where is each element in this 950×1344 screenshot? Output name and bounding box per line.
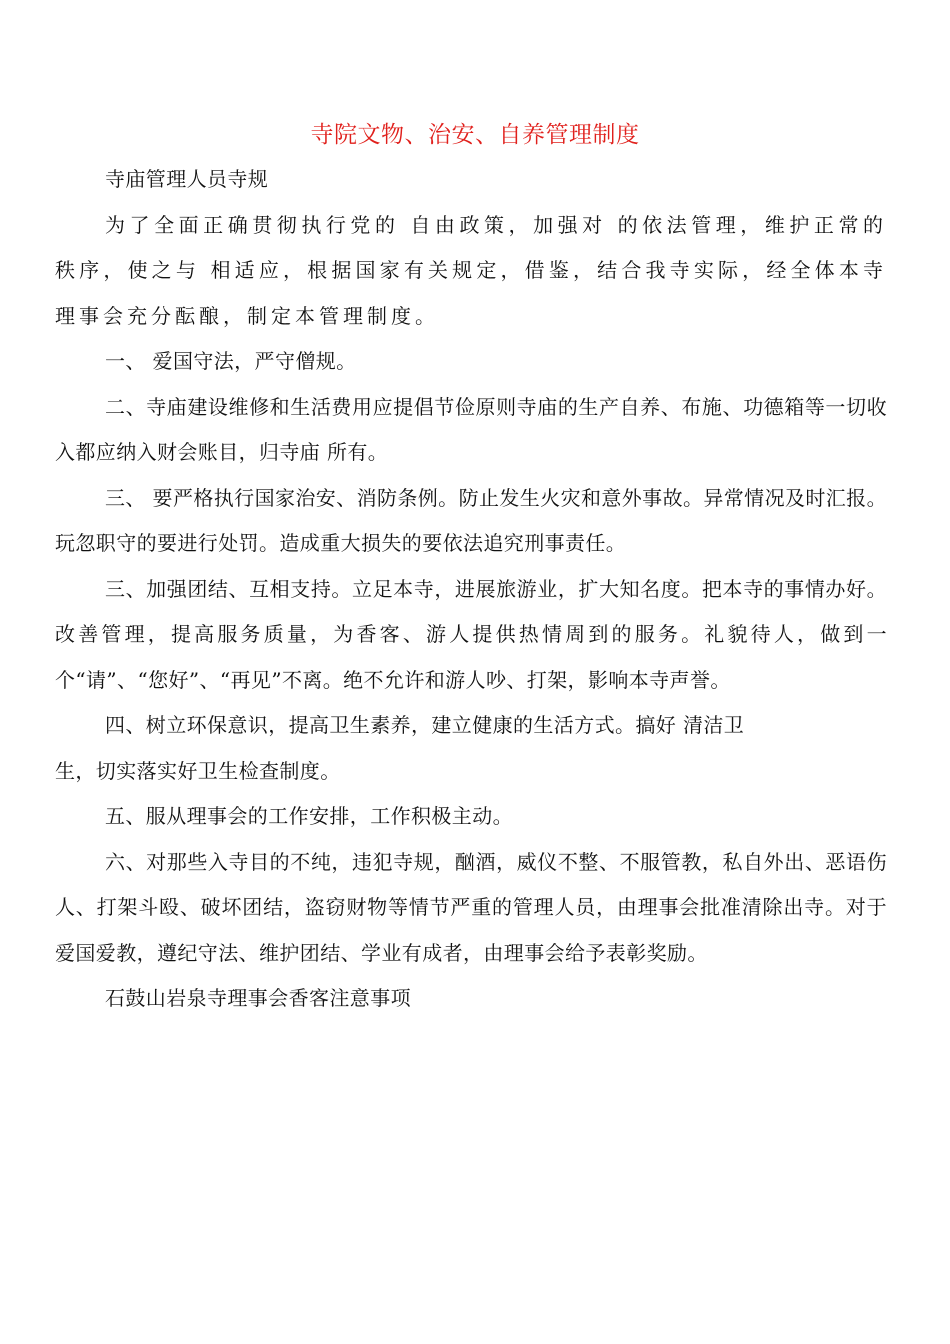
paragraph-visitor-notice-heading: 石鼓山岩泉寺理事会香客注意事项 xyxy=(105,986,411,1010)
paragraph-rule-5: 五、服从理事会的工作安排，工作积极主动。 xyxy=(105,804,513,828)
document-title: 寺院文物、治安、自养管理制度 xyxy=(310,122,640,148)
paragraph-section-heading: 寺庙管理人员寺规 xyxy=(105,167,269,191)
paragraph-rule-3: 三、 要严格执行国家治安、消防条例。防止发生火灾和意外事故。异常情况及时汇报。玩忽职守的要进行处罚。造成重大损失的要依法追究刑事责任。 xyxy=(55,485,887,555)
paragraph-rule-2: 二、寺庙建设维修和生活费用应提倡节俭原则寺庙的生产自养、布施、功德箱等一切收入都应纳入财会账目，归寺庙 所有。 xyxy=(55,394,887,464)
document-body xyxy=(55,157,887,1022)
paragraph-rule-3b: 三、加强团结、互相支持。立足本寺，进展旅游业，扩大知名度。把本寺的事情办好。改善管理，提高服务质量，为香客、游人提供热情周到的服务。礼貌待人，做到一个“请”、“您好”、“再见”不离。绝不允许和游人吵、打架，影响本寺声誉。 xyxy=(55,576,887,692)
paragraph-rule-1: 一、 爱国守法，严守僧规。 xyxy=(105,349,357,373)
paragraph-rule-6: 六、对那些入寺目的不纯，违犯寺规，酗酒，威仪不整、不服管教，私自外出、恶语伤人、打架斗殴、破坏团结，盗窃财物等情节严重的管理人员，由理事会批准清除出寺。对于爱国爱教，遵纪守法、维护团结、学业有成者，由理事会给予表彰奖励。 xyxy=(55,849,887,965)
paragraph-preamble: 为了全面正确贯彻执行党的 自由政策，加强对 的依法管理，维护正常的 秩序，使之与 相适应，根据国家有关规定，借鉴，结合我寺实际，经全体本寺理事会充分酝酿，制定本管理制度。 xyxy=(55,212,887,328)
paragraph-rule-4-line-1: 四、树立环保意识，提高卫生素养，建立健康的生活方式。搞好 清洁卫 xyxy=(105,713,745,737)
paragraph-rule-4-line-2: 生，切实落实好卫生检查制度。 xyxy=(55,758,341,783)
